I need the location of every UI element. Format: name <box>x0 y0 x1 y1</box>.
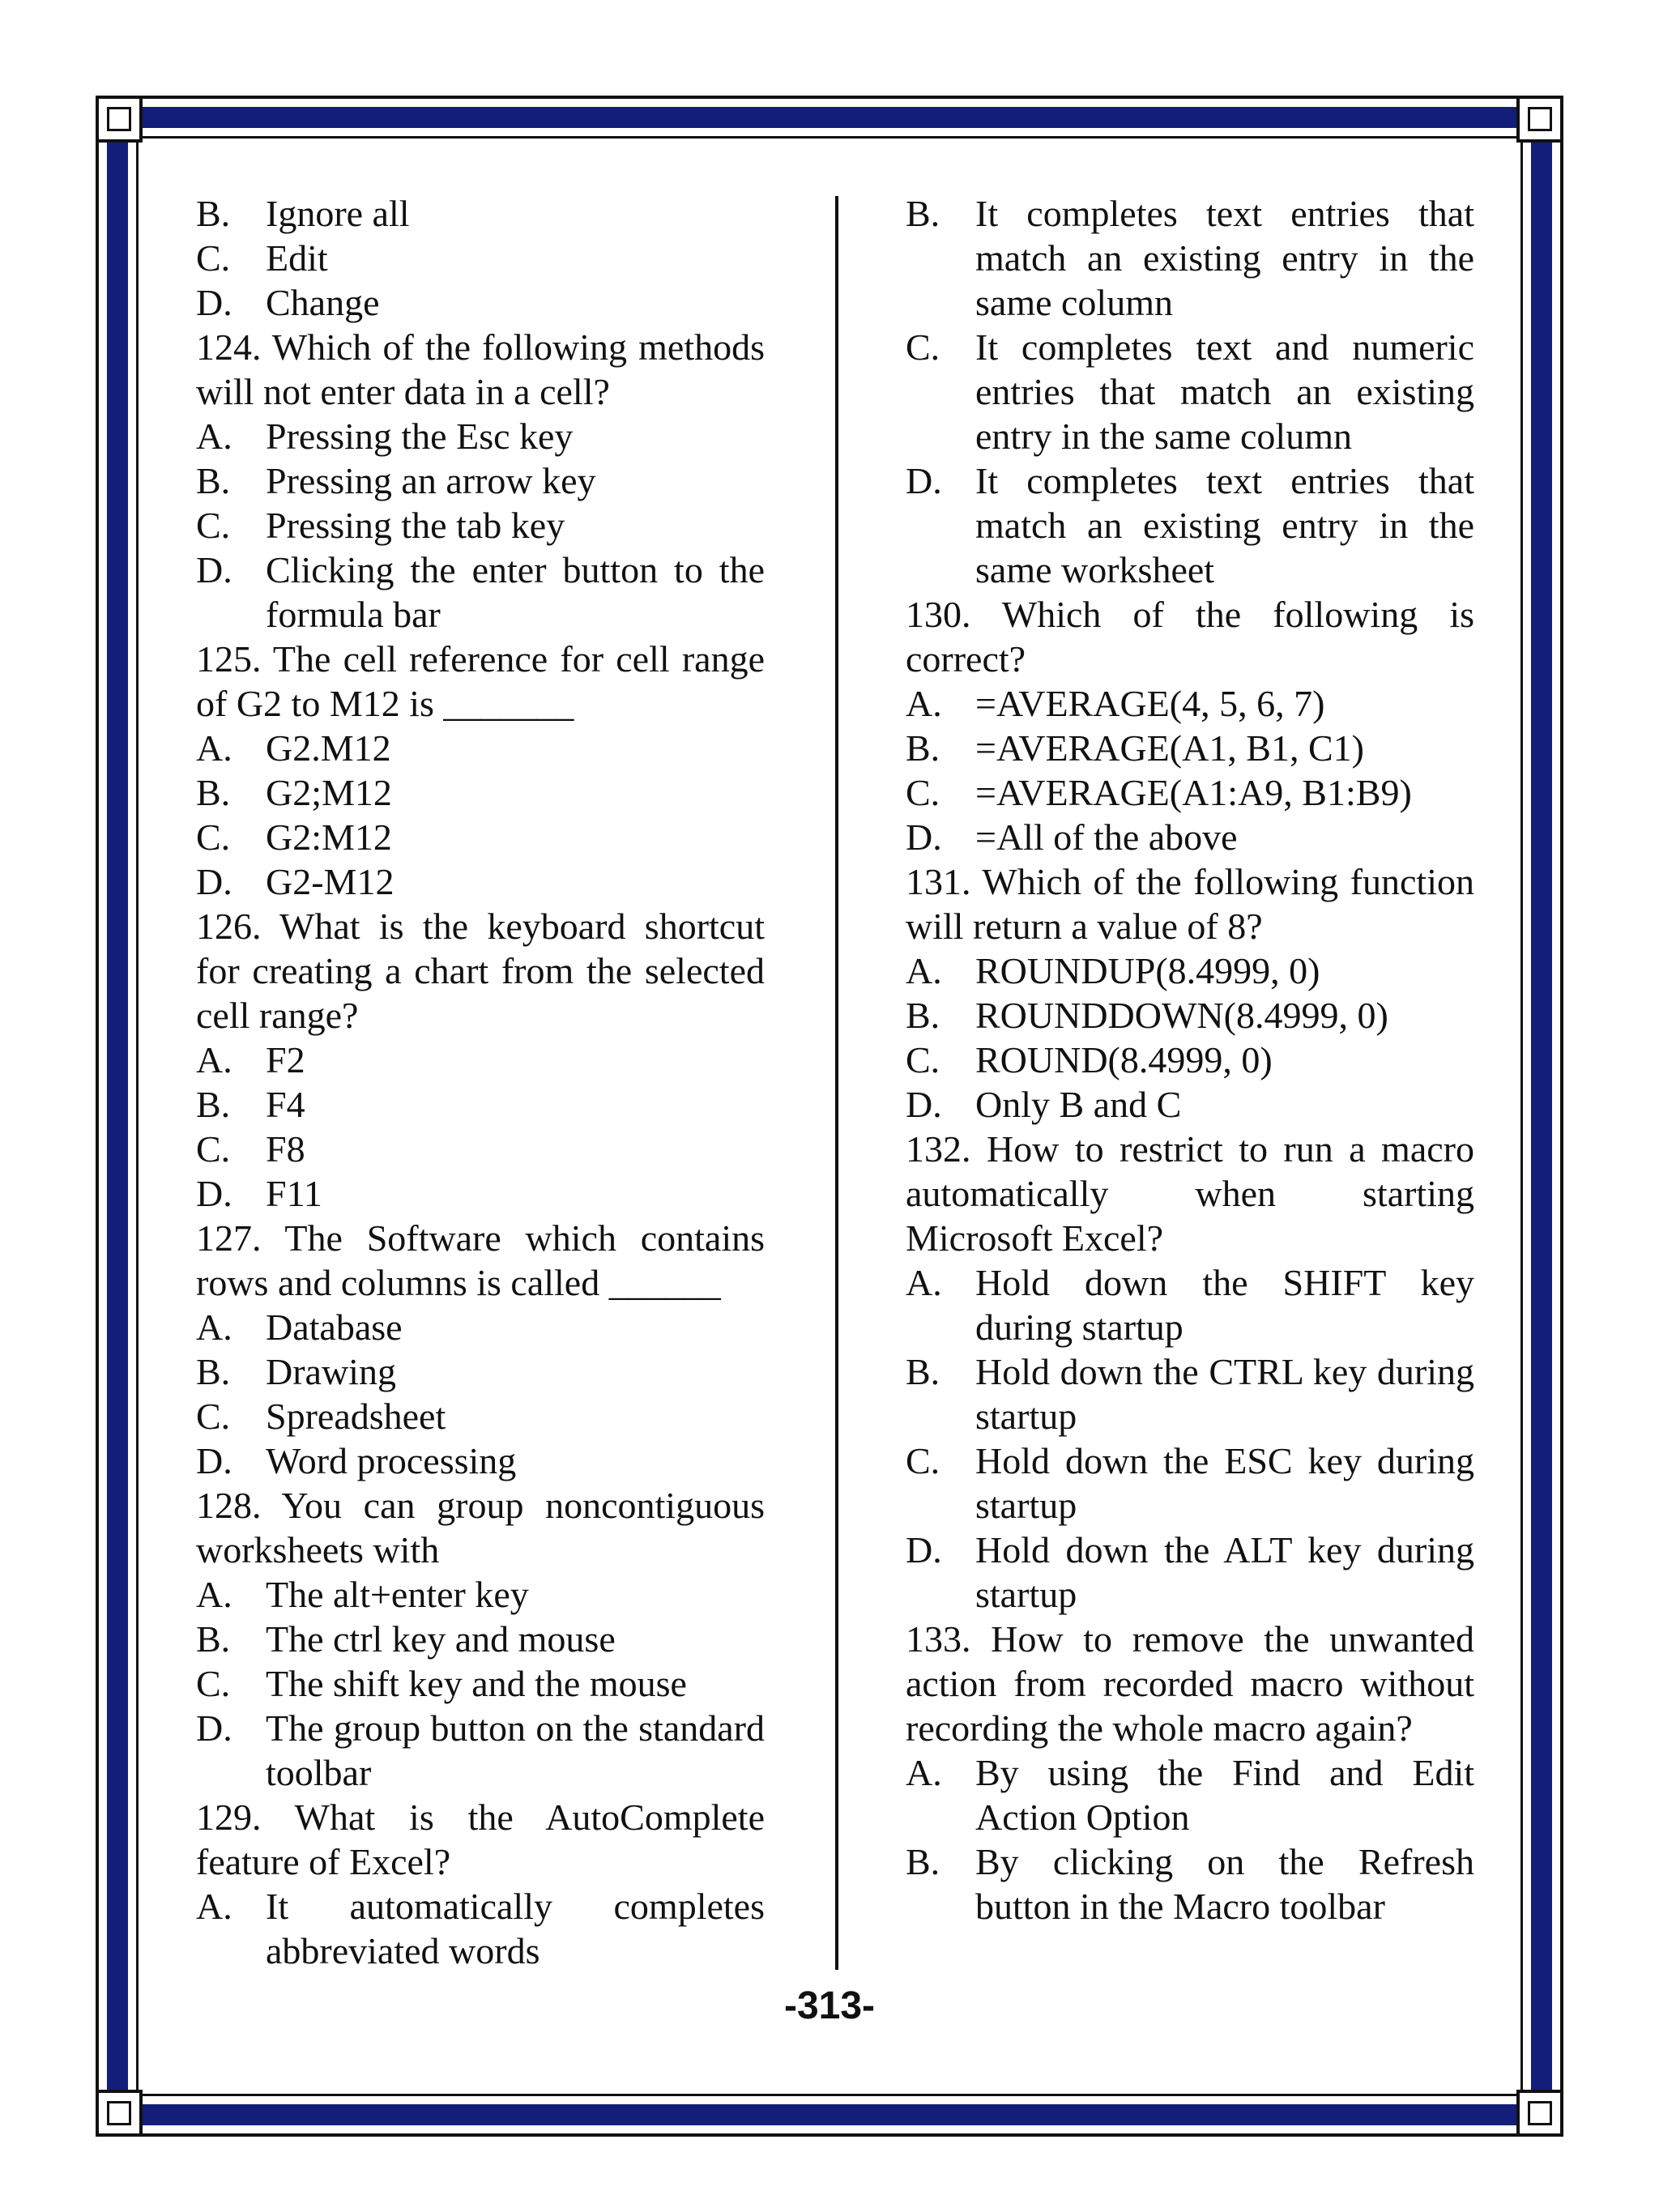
answer-option <box>196 1349 765 1394</box>
option-letter: B. <box>196 1618 231 1660</box>
option-text: Pressing the tab key <box>266 505 565 546</box>
option-text: ROUNDUP(8.4999, 0) <box>975 950 1320 991</box>
option-text: G2-M12 <box>266 861 394 902</box>
option-text: Drawing <box>266 1351 396 1392</box>
answer-option <box>196 280 765 325</box>
option-letter: A. <box>196 416 232 457</box>
option-text: Edit <box>266 237 328 279</box>
answer-option <box>906 1839 1474 1929</box>
option-text: Pressing the Esc key <box>266 416 574 457</box>
answer-option <box>196 770 765 815</box>
option-text: Pressing an arrow key <box>266 460 596 501</box>
option-letter: C. <box>906 1039 940 1080</box>
option-letter: B. <box>906 995 940 1036</box>
answer-option <box>196 1661 765 1706</box>
answer-option <box>906 191 1474 325</box>
question-text: 131. Which of the following function will return a value of 8? <box>906 861 1474 947</box>
question-text: 127. The Software which contains rows and columns is called ______ <box>196 1217 765 1303</box>
option-letter: C. <box>196 237 231 279</box>
option-letter: C. <box>196 816 231 858</box>
question-text: 124. Which of the following methods will not enter data in a cell? <box>196 326 765 412</box>
answer-option <box>196 191 765 236</box>
question-text: 125. The cell reference for cell range of G2 to M12 is _______ <box>196 638 765 724</box>
option-letter: C. <box>196 1396 231 1437</box>
option-text: Database <box>266 1306 403 1348</box>
question-text: 128. You can group noncontiguous worksheets with <box>196 1485 765 1571</box>
option-text: Clicking the enter button to the formula bar <box>266 549 765 635</box>
option-text: The ctrl key and mouse <box>266 1618 616 1660</box>
answer-option <box>196 1171 765 1216</box>
answer-option <box>906 815 1474 859</box>
answer-option <box>196 236 765 280</box>
option-text: Change <box>266 282 380 323</box>
option-letter: A. <box>906 1752 942 1793</box>
option-text: It completes text entries that match an existing entry in the same column <box>975 193 1474 323</box>
option-letter: A. <box>196 1886 232 1927</box>
option-text: It completes text and numeric entries that match an existing entry in the same column <box>975 326 1474 457</box>
option-text: Only B and C <box>975 1084 1182 1125</box>
answer-option <box>906 1349 1474 1438</box>
option-letter: D. <box>196 549 232 590</box>
option-letter: C. <box>906 1440 940 1481</box>
option-letter: B. <box>196 460 231 501</box>
option-letter: A. <box>196 1574 232 1615</box>
answer-option <box>906 726 1474 770</box>
option-letter: A. <box>196 1306 232 1348</box>
option-text: The shift key and the mouse <box>266 1663 687 1704</box>
option-text: G2;M12 <box>266 772 392 813</box>
answer-option <box>196 414 765 458</box>
answer-option <box>906 1750 1474 1839</box>
left-column <box>196 191 765 1973</box>
corner-ornament-top-left <box>96 96 143 143</box>
option-letter: A. <box>906 950 942 991</box>
answer-option <box>906 948 1474 993</box>
answer-option <box>196 1884 765 1973</box>
option-text: It automatically completes abbreviated words <box>266 1886 765 1971</box>
option-text: F8 <box>266 1128 305 1170</box>
question-text: 132. How to restrict to run a macro automatically when starting Microsoft Excel? <box>906 1128 1474 1259</box>
option-letter: B. <box>196 1351 231 1392</box>
answer-option <box>196 1082 765 1127</box>
answer-option <box>196 859 765 904</box>
answer-option <box>196 458 765 503</box>
option-text: F4 <box>266 1084 305 1125</box>
answer-option <box>196 1394 765 1438</box>
option-text: F11 <box>266 1173 322 1214</box>
option-letter: B. <box>196 193 231 234</box>
answer-option <box>196 815 765 859</box>
answer-option <box>906 1082 1474 1127</box>
option-letter: D. <box>196 861 232 902</box>
page-number: -313- <box>783 1984 876 2027</box>
option-text: =AVERAGE(4, 5, 6, 7) <box>975 683 1325 724</box>
answer-option <box>906 458 1474 592</box>
option-text: The alt+enter key <box>266 1574 529 1615</box>
option-letter: A. <box>906 1262 942 1303</box>
option-text: G2.M12 <box>266 727 391 769</box>
question-text: 126. What is the keyboard shortcut for creating a chart from the selected cell range? <box>196 906 765 1036</box>
option-text: Ignore all <box>266 193 410 234</box>
answer-option <box>196 548 765 637</box>
answer-option <box>196 1617 765 1661</box>
answer-option <box>906 1528 1474 1617</box>
option-letter: D. <box>196 1440 232 1481</box>
option-text: ROUNDDOWN(8.4999, 0) <box>975 995 1388 1036</box>
option-letter: C. <box>906 326 940 368</box>
option-letter: B. <box>906 193 940 234</box>
option-text: =All of the above <box>975 816 1238 858</box>
option-text: By clicking on the Refresh button in the Macro toolbar <box>975 1841 1474 1927</box>
option-letter: B. <box>906 1841 940 1882</box>
option-letter: D. <box>196 1707 232 1749</box>
question-text: 130. Which of the following is correct? <box>906 594 1474 680</box>
option-text: By using the Find and Edit Action Option <box>975 1752 1474 1838</box>
option-letter: A. <box>196 1039 232 1080</box>
answer-option <box>196 503 765 548</box>
option-text: The group button on the standard toolbar <box>266 1707 765 1793</box>
answer-option <box>196 726 765 770</box>
answer-option <box>906 1038 1474 1082</box>
option-text: =AVERAGE(A1, B1, C1) <box>975 727 1364 769</box>
question-text: 129. What is the AutoComplete feature of Excel? <box>196 1796 765 1882</box>
option-letter: D. <box>196 1173 232 1214</box>
option-text: F2 <box>266 1039 305 1080</box>
option-letter: A. <box>196 727 232 769</box>
option-text: Hold down the SHIFT key during startup <box>975 1262 1474 1348</box>
option-text: It completes text entries that match an existing entry in the same worksheet <box>975 460 1474 590</box>
option-text: Hold down the ESC key during startup <box>975 1440 1474 1526</box>
answer-option <box>906 681 1474 726</box>
option-letter: D. <box>196 282 232 323</box>
answer-option <box>906 770 1474 815</box>
answer-option <box>906 1438 1474 1528</box>
option-letter: C. <box>196 1663 231 1704</box>
option-letter: B. <box>906 727 940 769</box>
answer-option <box>196 1038 765 1082</box>
corner-ornament-bottom-right <box>1516 2090 1563 2137</box>
option-letter: B. <box>196 772 231 813</box>
answer-option <box>906 1260 1474 1349</box>
right-column <box>906 191 1474 1929</box>
option-letter: A. <box>906 683 942 724</box>
option-letter: D. <box>906 1084 942 1125</box>
corner-ornament-top-right <box>1516 96 1563 143</box>
answer-option <box>196 1127 765 1171</box>
option-letter: C. <box>906 772 940 813</box>
option-letter: B. <box>196 1084 231 1125</box>
option-text: Word processing <box>266 1440 517 1481</box>
answer-option <box>196 1438 765 1483</box>
option-letter: C. <box>196 505 231 546</box>
option-text: =AVERAGE(A1:A9, B1:B9) <box>975 772 1412 813</box>
option-letter: B. <box>906 1351 940 1392</box>
option-letter: D. <box>906 460 942 501</box>
option-text: Hold down the ALT key during startup <box>975 1529 1474 1615</box>
option-letter: C. <box>196 1128 231 1170</box>
option-text: ROUND(8.4999, 0) <box>975 1039 1273 1080</box>
answer-option <box>906 325 1474 458</box>
answer-option <box>196 1706 765 1795</box>
answer-option <box>196 1305 765 1349</box>
option-letter: D. <box>906 816 942 858</box>
option-text: Spreadsheet <box>266 1396 446 1437</box>
column-divider <box>835 196 838 1970</box>
option-text: G2:M12 <box>266 816 392 858</box>
option-text: Hold down the CTRL key during startup <box>975 1351 1474 1437</box>
question-text: 133. How to remove the unwanted action from recorded macro without recording the whole macro again? <box>906 1618 1474 1749</box>
corner-ornament-bottom-left <box>96 2090 143 2137</box>
option-letter: D. <box>906 1529 942 1571</box>
answer-option <box>196 1572 765 1617</box>
answer-option <box>906 993 1474 1038</box>
